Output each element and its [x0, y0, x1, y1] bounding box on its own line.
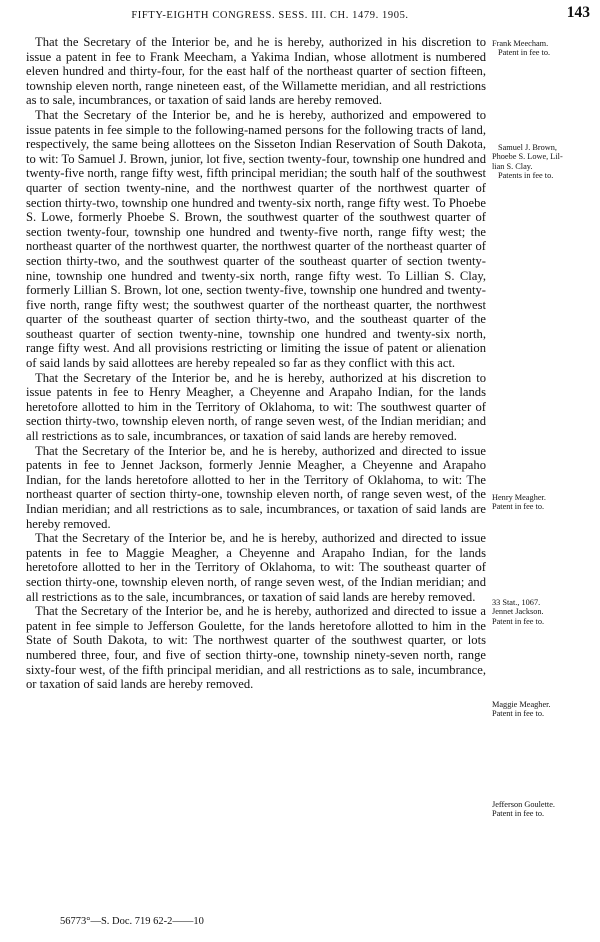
margin-note-line: Patent in fee to. [492, 809, 545, 819]
margin-note-maggie-meagher [492, 700, 596, 719]
margin-note-jefferson-goulette [492, 800, 596, 819]
margin-note-line: Jennet Jackson. [492, 607, 544, 617]
margin-note-line: Patent in fee to. [492, 709, 545, 719]
paragraph-brown-lowe-clay: That the Secretary of the Interior be, and he is hereby, authorized and empowered to issue patents in fee simple to the following-named persons for the following tracts of land, respectively, the same being allottees on the Sisseton Indian Reservation of South Dakota, to wit: To Samuel J. Brown, junior, lot five, section twenty-four, township one hundred and twenty-five north, range fifty west, fifth principal meridian; the south half of the southwest quarter of section twenty-nine, and the northwest quarter of the northwest quarter of section thirty-two, township one hundred and twenty-six north, range fifty west. To Phoebe S. Lowe, formerly Phoebe S. Brown, the southwest quarter of the southwest quarter of section twenty-four, township one hundred and twenty-five north, range fifty west; the northeast quarter of the northwest quarter, the northwest quarter of the northeast quarter of section thirty-two, and the southwest quarter of the southeast quarter of section twenty-nine, township one hundred and twenty-six north, range fifty west. To Lillian S. Clay, formerly Lillian S. Brown, lot one, section twenty-five, township one hundred and twenty-five north, range fifty west; the southwest quarter of the northeast quarter, the northwest quarter of the southeast quarter of section thirty-two, and the southeast quarter of the southeast quarter of section twenty-nine, township one hundred and twenty-six north, range fifty west. And all provisions restricting or limiting the issue of patent or alienation of said lands by said allottees are hereby repealed so far as they conflict with this act. [26, 107, 486, 371]
paragraph-frank-meecham: That the Secretary of the Interior be, and he is hereby, authorized in his discretion to issue a patent in fee to Frank Meecham, a Yakima Indian, whose allotment is numbered eleven hundred and thirty-four, for the east half of the northeast quarter of section fifteen, township eleven north, range nineteen east, of the Willamette meridian, and all restrictions as to sale, incumbrances, or taxation of said lands are hereby removed. [26, 35, 486, 108]
margin-note-line: Phoebe S. Lowe, Lil- [492, 152, 563, 162]
margin-note-frank-meecham [492, 39, 596, 58]
margin-note-line: lian S. Clay. [492, 161, 533, 171]
margin-note-henry-meagher [492, 493, 596, 512]
margin-note-line: Frank Meecham. [492, 39, 549, 48]
margin-note-line: Maggie Meagher. [492, 700, 551, 709]
paragraph-jennet-jackson: That the Secretary of the Interior be, and he is hereby, authorized and directed to issue patents in fee to Jennet Jackson, formerly Jennie Meagher, a Cheyenne and Arapaho Indian, for the lands heretofore allotted to her in the Territory of Oklahoma, to wit: The northeast quarter of section thirty-one, township eleven north, of range seven west, of the Indian meridian; and all restrictions as to sale, incumbrances, or taxation of said lands are hereby removed. [26, 443, 486, 531]
margin-note-brown-lowe-clay [492, 143, 596, 180]
margin-note-line: Patent in fee to. [498, 48, 551, 58]
paragraph-maggie-meagher: That the Secretary of the Interior be, and he is hereby, authorized and directed to issue patents in fee to Maggie Meagher, a Cheyenne and Arapaho Indian, for the lands heretofore allotted to her in the Territory of Oklahoma, to wit: The southeast quarter of section thirty-one, township eleven north, of range seven west, of the Indian meridian; and all restrictions as to the sale, incumbrances, or taxation of said lands are hereby removed. [26, 531, 486, 604]
margin-note-line: Patents in fee to. [498, 170, 554, 180]
margin-note-line: Jefferson Goulette. [492, 800, 555, 809]
margin-note-line: Patent in fee to. [492, 502, 545, 512]
page-number: 143 [566, 4, 590, 21]
running-header [0, 4, 600, 24]
statute-text [26, 35, 486, 692]
margin-note-jennet-jackson [492, 598, 596, 626]
margin-note-line: Patent in fee to. [492, 616, 545, 626]
margin-note-line: Samuel J. Brown, [498, 143, 557, 152]
print-footer: 56773°—S. Doc. 719 62-2——10 [60, 916, 204, 927]
running-head: FIFTY-EIGHTH CONGRESS. SESS. III. CH. 1479. 1905. [131, 10, 409, 21]
paragraph-henry-meagher: That the Secretary of the Interior be, and he is hereby, authorized at his discretion to issue patents in fee to Henry Meagher, a Cheyenne and Arapaho Indian, for the lands heretofore allotted to him in the Territory of Oklahoma, to wit: The southwest quarter of section thirty-two, township eleven north, of range seven west, of the Indian meridian; and all restrictions as to sale, incumbrances, or taxation of said lands are hereby removed. [26, 370, 486, 444]
margin-note-line: Henry Meagher. [492, 493, 546, 502]
margin-note-line: 33 Stat., 1067. [492, 598, 541, 607]
paragraph-jefferson-goulette: That the Secretary of the Interior be, and he is hereby, authorized and directed to issue a patent in fee simple to Jefferson Goulette, for the lands heretofore allotted to him in the State of South Dakota, to wit: The northwest quarter of the southwest quarter, or lots numbered three, four, and five of section thirty-one, township ninety-seven north, range sixty-four west, of the fifth principal meridian, and all restrictions as to sale, incumbrance, or taxation of said lands are hereby removed. [26, 604, 486, 692]
